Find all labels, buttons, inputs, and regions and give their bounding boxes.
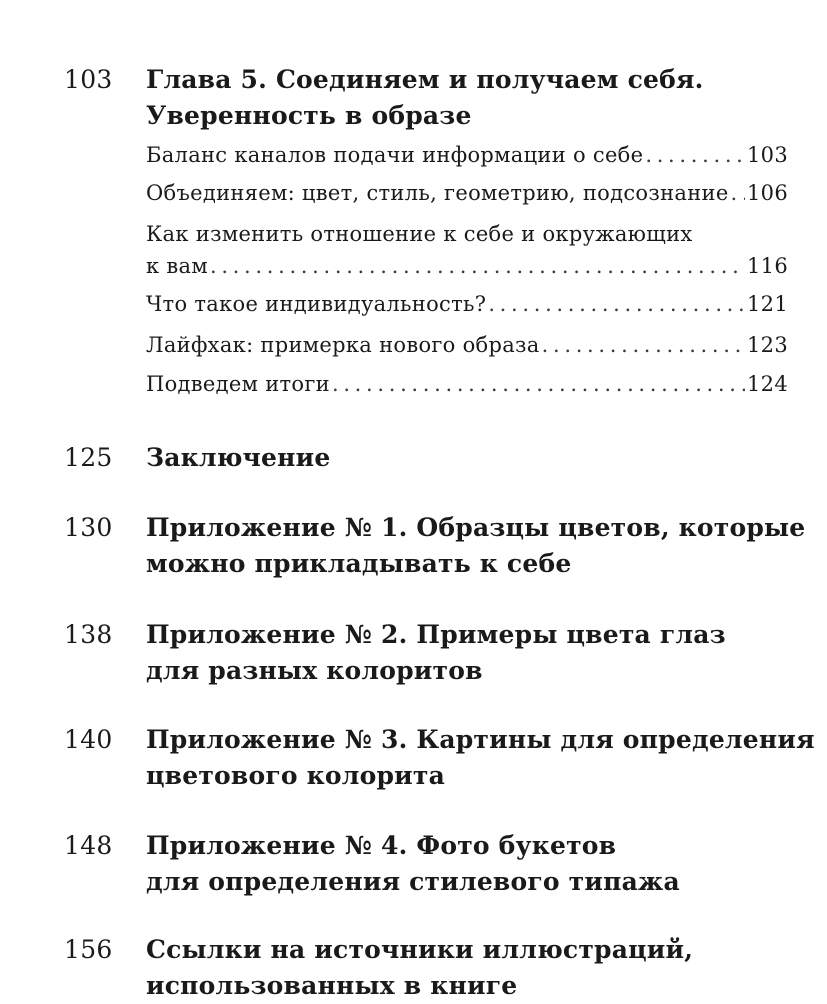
- toc-title-line-2: использованных в книге: [146, 971, 518, 1000]
- toc-subsection-label: к вам: [146, 254, 208, 278]
- toc-subsection-label: Лайфхак: примерка нового образа: [146, 333, 540, 357]
- toc-title-line-2: можно прикладывать к себе: [146, 549, 572, 578]
- toc-title-line-2: для разных колоритов: [146, 656, 483, 685]
- toc-subsection-label: Объединяем: цвет, стиль, геометрию, подсознание: [146, 181, 729, 205]
- dot-leader: [542, 329, 745, 361]
- toc-title-line-1: Глава 5. Соединяем и получаем себя.: [146, 65, 704, 94]
- toc-title-line-2: для определения стилевого типажа: [146, 867, 680, 896]
- toc-subsection[interactable]: [146, 288, 788, 320]
- toc-subsection-page: 103: [747, 143, 788, 167]
- toc-subsection[interactable]: [146, 139, 788, 171]
- toc-title-line-2: цветового колорита: [146, 761, 445, 790]
- toc-subsection-page: 106: [747, 181, 788, 205]
- toc-title-line-1: Приложение № 2. Примеры цвета глаз: [146, 620, 726, 649]
- toc-chapter-title: [146, 828, 786, 900]
- toc-page-number: 125: [64, 443, 113, 472]
- toc-subsection-label: Что такое индивидуальность?: [146, 292, 487, 316]
- dot-leader: [332, 368, 745, 400]
- toc-page-number: 140: [64, 725, 113, 754]
- toc-chapter-title: [146, 440, 786, 476]
- toc-subsection[interactable]: [146, 368, 788, 400]
- toc-subsection-page: 123: [747, 333, 788, 357]
- toc-subsection-page: 121: [747, 292, 788, 316]
- toc-page-number: 148: [64, 831, 113, 860]
- toc-subsection[interactable]: [146, 329, 788, 361]
- toc-page-number: 156: [64, 935, 113, 964]
- toc-subsection-label: Баланс каналов подачи информации о себе: [146, 143, 644, 167]
- toc-subsection[interactable]: [146, 218, 788, 282]
- toc-title-line-1: Заключение: [146, 443, 331, 472]
- toc-chapter-title: [146, 617, 786, 689]
- dot-leader: [488, 288, 745, 320]
- toc-subsection-label-line-1: Как изменить отношение к себе и окружающих: [146, 222, 693, 246]
- toc-subsection-label: Подведем итоги: [146, 372, 330, 396]
- dot-leader: [731, 177, 745, 209]
- toc-chapter-title: [146, 932, 786, 1004]
- toc-chapter-title: [146, 722, 815, 794]
- toc-page-number: 130: [64, 513, 113, 542]
- dot-leader: [645, 139, 745, 171]
- toc-page-number: 103: [64, 65, 113, 94]
- toc-title-line-1: Приложение № 4. Фото букетов: [146, 831, 617, 860]
- toc-subsection-page: 116: [747, 254, 788, 278]
- toc-title-line-1: Приложение № 1. Образцы цветов, которые: [146, 513, 806, 542]
- toc-title-line-1: Приложение № 3. Картины для определения: [146, 725, 815, 754]
- toc-title-line-2: Уверенность в образе: [146, 101, 472, 130]
- toc-title-line-1: Ссылки на источники иллюстраций,: [146, 935, 694, 964]
- toc-subsection-page: 124: [747, 372, 788, 396]
- toc-chapter-title: [146, 510, 806, 582]
- toc-subsection[interactable]: [146, 177, 788, 209]
- toc-page-number: 138: [64, 620, 113, 649]
- dot-leader: [210, 250, 745, 282]
- toc-chapter-title: [146, 62, 786, 134]
